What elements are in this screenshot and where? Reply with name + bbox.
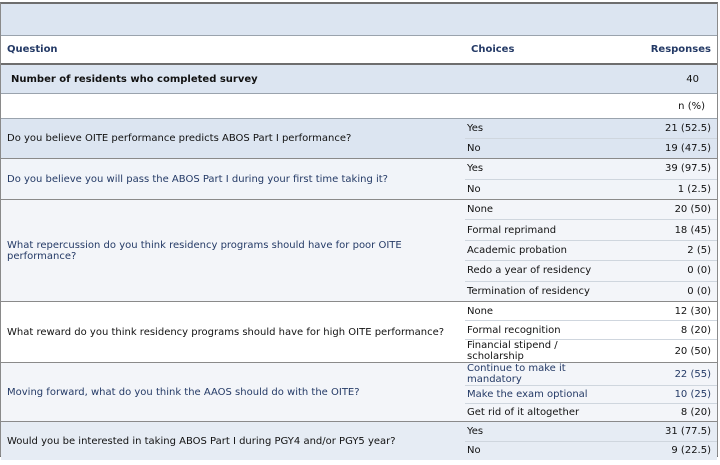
choice-row bbox=[465, 200, 717, 220]
question-group bbox=[1, 119, 717, 159]
question-group bbox=[1, 363, 717, 422]
choice-response: 21 (52.5) bbox=[665, 123, 711, 134]
survey-results-table bbox=[0, 2, 718, 457]
choice-label: None bbox=[467, 305, 494, 317]
total-respondents-row bbox=[1, 65, 717, 94]
question-text: Do you believe OITE performance predicts ABOS Part I performance? bbox=[7, 133, 352, 144]
choice-label: No bbox=[467, 143, 481, 154]
choice-label: Yes bbox=[467, 163, 484, 175]
question-text: Do you believe you will pass the ABOS Part I during your first time taking it? bbox=[7, 173, 388, 185]
choice-row bbox=[465, 139, 717, 158]
choice-label: None bbox=[467, 204, 494, 216]
choice-row bbox=[465, 261, 717, 281]
choice-response: 10 (25) bbox=[674, 389, 711, 400]
choice-row bbox=[465, 220, 717, 240]
choice-row bbox=[465, 282, 717, 301]
table-header-row bbox=[1, 36, 717, 65]
choice-label: No bbox=[467, 445, 481, 457]
question-text: Would you be interested in taking ABOS Part I during PGY4 and/or PGY5 year? bbox=[7, 435, 396, 447]
choice-label: Continue to make it mandatory bbox=[467, 363, 566, 385]
choice-response: 31 (77.5) bbox=[665, 425, 711, 437]
question-group bbox=[1, 159, 717, 200]
question-text: What repercussion do you think residency programs should have for poor OITE performance? bbox=[7, 239, 402, 262]
choice-response: 39 (97.5) bbox=[665, 163, 711, 175]
total-label: Number of residents who completed survey bbox=[11, 73, 258, 85]
choice-row bbox=[465, 241, 717, 261]
choice-row bbox=[465, 386, 717, 404]
choice-label: Make the exam optional bbox=[467, 389, 588, 400]
choice-response: 0 (0) bbox=[687, 285, 711, 297]
choice-label: Termination of residency bbox=[467, 285, 590, 297]
unit-label: n (%) bbox=[678, 100, 705, 112]
choice-row bbox=[465, 363, 717, 386]
choice-label: Yes bbox=[467, 123, 484, 134]
choice-response: 18 (45) bbox=[674, 224, 711, 236]
choice-label: Yes bbox=[467, 425, 484, 437]
choice-row bbox=[465, 340, 717, 362]
choice-label: Financial stipend / scholarship bbox=[467, 340, 558, 362]
choice-label: Academic probation bbox=[467, 245, 567, 257]
choice-response: 8 (20) bbox=[680, 407, 711, 418]
choice-response: 0 (0) bbox=[687, 265, 711, 277]
question-text: Moving forward, what do you think the AAOS should do with the OITE? bbox=[7, 386, 360, 398]
choice-response: 1 (2.5) bbox=[677, 183, 711, 195]
table-title-band bbox=[1, 4, 717, 36]
choice-row bbox=[465, 180, 717, 200]
question-group bbox=[1, 422, 717, 460]
question-group bbox=[1, 200, 717, 302]
choice-response: 20 (50) bbox=[674, 204, 711, 216]
choice-label: No bbox=[467, 183, 481, 195]
choice-response: 19 (47.5) bbox=[665, 143, 711, 154]
question-text: What reward do you think residency programs should have for high OITE performance? bbox=[7, 326, 445, 338]
question-group bbox=[1, 302, 717, 363]
choice-label: Formal recognition bbox=[467, 324, 561, 336]
choice-response: 20 (50) bbox=[674, 345, 711, 357]
total-value: 40 bbox=[686, 73, 699, 85]
unit-row bbox=[1, 94, 717, 119]
choice-response: 12 (30) bbox=[674, 305, 711, 317]
choice-row bbox=[465, 159, 717, 180]
header-responses: Responses bbox=[650, 44, 711, 55]
choice-response: 9 (22.5) bbox=[671, 445, 711, 457]
choice-row bbox=[465, 404, 717, 421]
choice-response: 22 (55) bbox=[674, 368, 711, 380]
choice-row bbox=[465, 442, 717, 461]
choice-label: Redo a year of residency bbox=[467, 265, 592, 277]
header-question: Question bbox=[7, 44, 58, 55]
choice-label: Formal reprimand bbox=[467, 224, 557, 236]
choice-row bbox=[465, 302, 717, 321]
choice-label: Get rid of it altogether bbox=[467, 407, 580, 418]
choice-row bbox=[465, 321, 717, 340]
choice-response: 2 (5) bbox=[687, 245, 711, 257]
choice-row bbox=[465, 422, 717, 442]
choice-row bbox=[465, 119, 717, 139]
header-choices: Choices bbox=[471, 44, 515, 55]
choice-response: 8 (20) bbox=[680, 324, 711, 336]
